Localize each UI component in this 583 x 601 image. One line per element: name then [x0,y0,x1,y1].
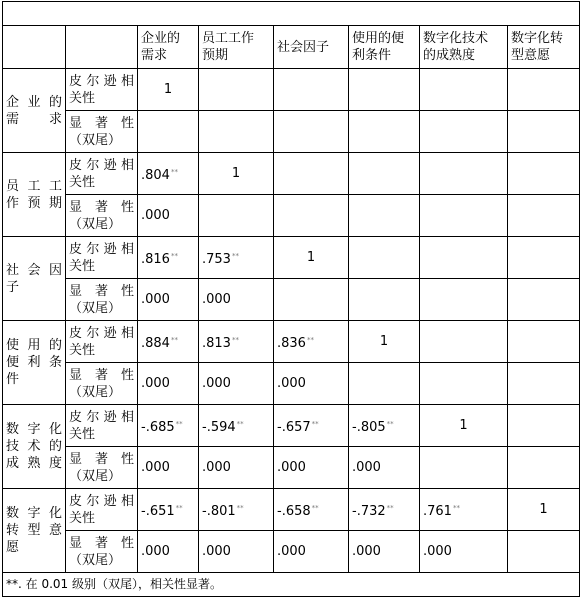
value-cell [349,447,420,489]
significance-star: ** [231,335,239,344]
coefficient-value: -.657 [277,419,311,435]
pearson-label-line: 皮尔逊相 [69,241,134,257]
significance-star: ** [452,503,460,512]
table-top-row [3,2,580,26]
value-cell [508,279,580,321]
coefficient-value: 1 [539,502,548,517]
value-cell [420,195,508,237]
value-cell [349,237,420,279]
value-cell [199,69,274,111]
variable-name-line: 件 [6,372,20,387]
value-cell [199,447,274,489]
variable-name-line: 数字化 [6,422,62,437]
coefficient-value: .000 [141,292,170,307]
value-cell [199,237,274,279]
value-cell [508,363,580,405]
column-header [199,26,274,69]
significance-star: ** [236,503,244,512]
significance-label-line: （双尾） [69,216,122,232]
significance-label-line: （双尾） [69,552,122,568]
pearson-label [66,405,138,447]
coefficient-value: .761 [423,503,452,519]
value-cell [420,363,508,405]
significance-label-line: （双尾） [69,384,122,400]
variable-name-line: 子 [6,279,20,295]
coefficient-value: .000 [202,460,231,475]
significance-star: ** [175,419,183,428]
column-header-line: 企业的 [141,31,181,46]
value-cell [508,321,580,363]
significance-label [66,531,138,573]
variable-name-line: 愿 [6,540,20,555]
significance-label [66,195,138,237]
column-header-line: 预期 [202,48,229,63]
table-row [3,279,580,321]
pearson-label-line: 关性 [69,174,96,190]
variable-name [3,153,66,237]
significance-star: ** [170,335,178,344]
value-cell [199,489,274,531]
value-cell [420,405,508,447]
value-cell [420,153,508,195]
variable-name-line: 需求 [6,111,62,127]
pearson-label-line: 关性 [69,90,96,106]
coefficient-value: .753 [202,251,231,267]
variable-name-line: 使用的 [6,338,62,353]
significance-label-line: （双尾） [69,132,122,148]
coefficient-value: -.801 [202,503,236,519]
variable-name-line: 便利条 [6,355,62,370]
value-cell [138,363,199,405]
value-cell [508,531,580,573]
value-cell [138,321,199,363]
pearson-label-line: 关性 [69,510,96,526]
value-cell [274,195,349,237]
coefficient-value: -.594 [202,419,236,435]
value-cell [508,195,580,237]
coefficient-value: .000 [423,544,452,559]
pearson-label-line: 皮尔逊相 [69,325,134,341]
significance-label [66,111,138,153]
column-header-line: 员工工作 [202,31,255,46]
coefficient-value: -.685 [141,419,175,435]
column-header-line: 利条件 [352,48,392,63]
variable-name-line: 企业的 [6,94,62,110]
value-cell [349,405,420,447]
value-cell [274,237,349,279]
significance-label-line: 显著性 [69,367,134,383]
significance-star: ** [236,419,244,428]
value-cell [274,279,349,321]
column-header-line: 社会因子 [277,39,330,55]
coefficient-value: 1 [379,334,389,349]
column-header-line: 型意愿 [511,48,551,63]
value-cell [349,489,420,531]
value-cell [349,279,420,321]
significance-star: ** [231,251,239,260]
value-cell [199,111,274,153]
table-row [3,153,580,195]
significance-star: ** [311,419,319,428]
value-cell [349,321,420,363]
coefficient-value: .000 [141,376,170,391]
variable-name-line: 员工工 [6,178,62,194]
significance-star: ** [170,167,178,176]
column-header-line: 需求 [141,48,168,63]
value-cell [508,489,580,531]
value-cell [274,363,349,405]
table-row [3,69,580,111]
table-row [3,447,580,489]
coefficient-value: 1 [459,418,468,433]
value-cell [508,111,580,153]
value-cell [138,405,199,447]
variable-name-line: 社会因 [6,262,62,278]
value-cell [349,531,420,573]
significance-label [66,363,138,405]
value-cell [138,153,199,195]
variable-name [3,321,66,405]
variable-name [3,69,66,153]
table-row [3,405,580,447]
value-cell [508,237,580,279]
correlation-table [2,1,580,597]
value-cell [349,69,420,111]
value-cell [420,321,508,363]
variable-name-line: 成熟度 [6,456,62,471]
column-header [508,26,580,69]
significance-label-line: 显著性 [69,451,134,467]
coefficient-value: -.805 [352,419,386,435]
variable-name [3,237,66,321]
table-row [3,237,580,279]
column-header [420,26,508,69]
value-cell [274,531,349,573]
value-cell [349,111,420,153]
significance-label [66,447,138,489]
value-cell [420,279,508,321]
value-cell [199,321,274,363]
value-cell [420,531,508,573]
value-cell [138,279,199,321]
significance-star: ** [386,503,394,512]
table-row [3,195,580,237]
coefficient-value: .884 [141,335,170,351]
value-cell [508,447,580,489]
coefficient-value: .000 [202,544,231,559]
significance-star: ** [175,503,183,512]
variable-name [3,405,66,489]
value-cell [420,69,508,111]
value-cell [199,405,274,447]
coefficient-value: .836 [277,335,306,351]
coefficient-value: .000 [352,544,381,559]
column-header-line: 的成熟度 [423,48,476,63]
value-cell [274,69,349,111]
pearson-label [66,489,138,531]
significance-label-line: 显著性 [69,535,134,551]
coefficient-value: .000 [277,544,306,559]
table-row [3,489,580,531]
column-header-line: 数字化转 [511,31,564,46]
value-cell [349,363,420,405]
value-cell [199,363,274,405]
coefficient-value: -.732 [352,503,386,519]
table-row [3,531,580,573]
column-header [349,26,420,69]
column-header-line: 数字化技术 [423,31,489,46]
value-cell [349,153,420,195]
coefficient-value: -.658 [277,503,311,519]
value-cell [274,447,349,489]
variable-name [3,489,66,573]
value-cell [274,111,349,153]
value-cell [138,111,199,153]
significance-label-line: （双尾） [69,300,122,316]
value-cell [508,153,580,195]
value-cell [199,153,274,195]
pearson-label [66,69,138,111]
table-row [3,363,580,405]
significance-label-line: 显著性 [69,199,134,215]
coefficient-value: .000 [202,292,231,307]
variable-name-line: 作预期 [6,195,62,211]
coefficient-value: .000 [141,208,170,223]
coefficient-value: 1 [306,250,316,265]
value-cell [274,405,349,447]
table-row [3,111,580,153]
coefficient-value: .000 [141,460,170,475]
table-footer-row [3,573,580,597]
value-cell [274,153,349,195]
value-cell [274,321,349,363]
value-cell [420,489,508,531]
header-corner-var [3,26,66,69]
value-cell [138,447,199,489]
pearson-label-line: 皮尔逊相 [69,157,134,173]
significance-star: ** [306,335,314,344]
value-cell [420,447,508,489]
coefficient-value: .816 [141,251,170,267]
table-row [3,321,580,363]
coefficient-value: .000 [352,460,381,475]
header-corner-stat [66,26,138,69]
pearson-label-line: 关性 [69,258,96,274]
pearson-label-line: 皮尔逊相 [69,493,134,509]
pearson-label-line: 皮尔逊相 [69,409,134,425]
coefficient-value: .000 [277,376,306,391]
significance-star: ** [386,419,394,428]
value-cell [138,531,199,573]
value-cell [199,279,274,321]
pearson-label-line: 关性 [69,342,96,358]
significance-star: ** [170,251,178,260]
variable-name-line: 转型意 [6,523,62,538]
pearson-label-line: 皮尔逊相 [69,73,134,89]
value-cell [508,69,580,111]
column-header [274,26,349,69]
table-top-cell [3,2,580,26]
variable-name-line: 数字化 [6,506,62,521]
variable-name-line: 技术的 [6,439,62,454]
significance-star: ** [311,503,319,512]
column-header [138,26,199,69]
value-cell [138,69,199,111]
value-cell [199,531,274,573]
pearson-label [66,153,138,195]
significance-label-line: 显著性 [69,115,134,131]
coefficient-value: -.651 [141,503,175,519]
value-cell [508,405,580,447]
coefficient-value: 1 [231,166,241,181]
coefficient-value: .000 [141,544,170,559]
footnote: **. 在 0.01 级别（双尾），相关性显著。 [3,573,580,597]
coefficient-value: .000 [202,376,231,391]
value-cell [138,195,199,237]
pearson-label-line: 关性 [69,426,96,442]
table-header-row [3,26,580,69]
value-cell [420,237,508,279]
significance-label-line: 显著性 [69,283,134,299]
coefficient-value: .813 [202,335,231,351]
significance-label [66,279,138,321]
coefficient-value: 1 [163,82,173,97]
pearson-label [66,237,138,279]
significance-label-line: （双尾） [69,468,122,484]
column-header-line: 使用的便 [352,31,405,46]
value-cell [274,489,349,531]
value-cell [349,195,420,237]
value-cell [420,111,508,153]
value-cell [138,489,199,531]
coefficient-value: .804 [141,167,170,183]
coefficient-value: .000 [277,460,306,475]
value-cell [138,237,199,279]
value-cell [199,195,274,237]
pearson-label [66,321,138,363]
